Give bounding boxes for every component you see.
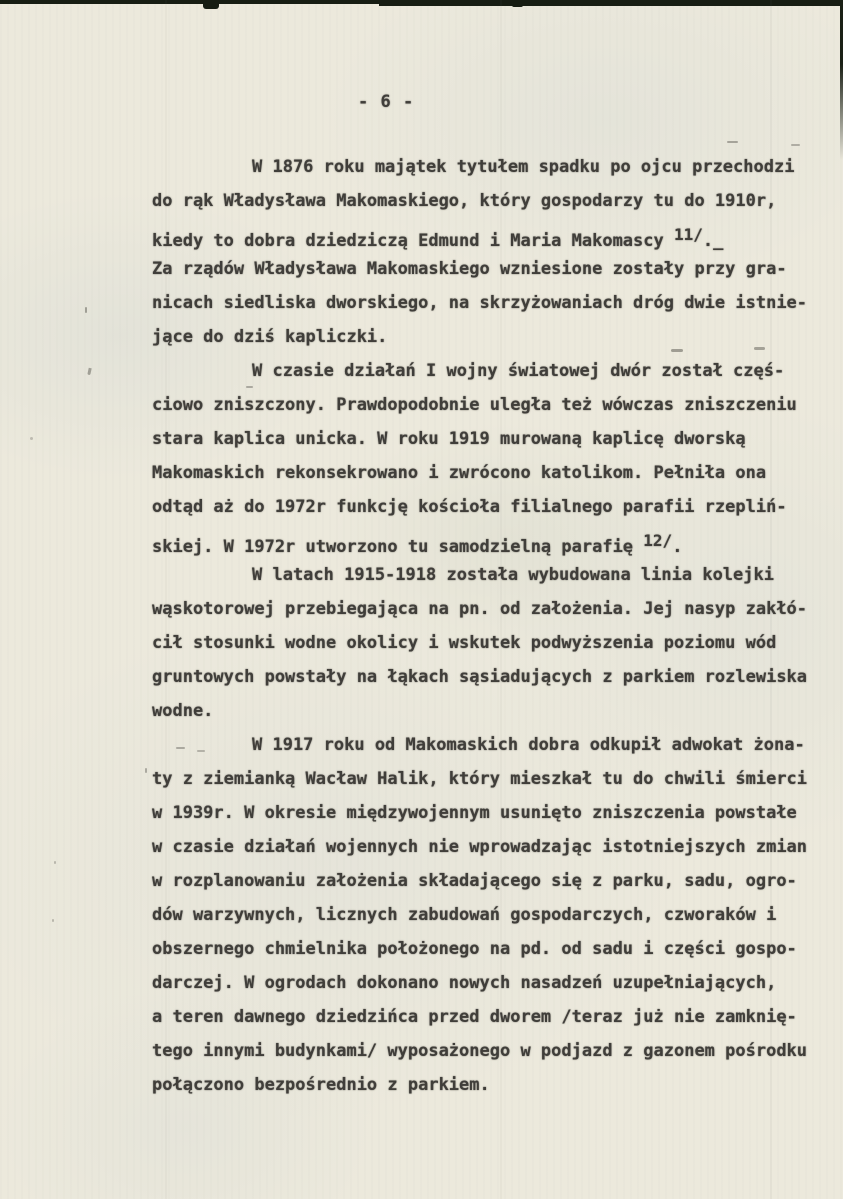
footnote-ref-11: 11/ <box>673 225 703 244</box>
stray-mark <box>197 750 205 752</box>
text-line: wodne. <box>152 701 214 721</box>
text-line: ciowo zniszczony. Prawdopodobnie uległa też wówczas zniszczeniu <box>152 395 797 415</box>
stray-mark <box>145 768 147 773</box>
text-line: darczej. W ogrodach dokonano nowych nasadzeń uzupełniających, <box>152 973 777 993</box>
text-line: w czasie działań wojennych nie wprowadzając istotniejszych zmian <box>152 837 808 857</box>
scan-edge-notch <box>512 0 523 7</box>
text-line: jące do dziś kapliczki. <box>152 327 388 347</box>
document-body <box>152 150 824 1102</box>
text-line: w rozplanowaniu założenia składającego się z parku, sadu, ogro- <box>152 871 797 891</box>
stray-mark <box>754 347 765 350</box>
stray-mark <box>791 144 800 146</box>
text-line <box>152 218 824 252</box>
text-segment: ._ <box>702 231 724 251</box>
stray-mark <box>246 386 253 388</box>
stray-mark <box>727 141 738 143</box>
text-line: odtąd aż do 1972r funkcję kościoła filialnego parafii rzepliń- <box>152 497 787 517</box>
text-line: tego innymi budynkami/ wyposażonego w podjazd z gazonem pośrodku <box>152 1041 808 1061</box>
text-segment: kiedy to dobra dziedziczą Edmund i Maria Makomascy <box>152 231 674 251</box>
text-line: W latach 1915-1918 została wybudowana linia kolejki <box>252 565 774 585</box>
text-line: Makomaskich rekonsekrowano i zwrócono katolikom. Pełniła ona <box>152 463 767 483</box>
stray-mark <box>54 861 56 864</box>
text-line: wąskotorowej przebiegająca na pn. od założenia. Jej nasyp zakłó- <box>152 599 808 619</box>
text-line: w 1939r. W okresie międzywojennym usunięto zniszczenia powstałe <box>152 803 797 823</box>
text-line: Za rządów Władysława Makomaskiego wzniesione zostały przy gra- <box>152 259 787 279</box>
scan-edge-notch <box>203 0 219 9</box>
text-line: W 1876 roku majątek tytułem spadku po ojcu przechodzi <box>252 157 795 177</box>
text-line: obszernego chmielnika położonego na pd. od sadu i części gospo- <box>152 939 797 959</box>
text-segment: skiej. W 1972r utworzono tu samodzielną parafię <box>152 537 644 557</box>
text-line: gruntowych powstały na łąkach sąsiadujących z parkiem rozlewiska <box>152 667 808 687</box>
stray-mark <box>52 919 54 922</box>
text-line: W czasie działań I wojny światowej dwór został częś- <box>252 361 785 381</box>
stray-mark <box>671 349 683 352</box>
stray-mark <box>30 437 33 440</box>
text-line: do rąk Władysława Makomaskiego, który gospodarzy tu do 1910r, <box>152 191 777 211</box>
text-line: a teren dawnego dziedzińca przed dworem /teraz już nie zamknię- <box>152 1007 797 1027</box>
text-line: połączono bezpośrednio z parkiem. <box>152 1075 490 1095</box>
stray-mark <box>85 307 87 313</box>
stray-mark <box>87 368 91 375</box>
text-line: stara kaplica unicka. W roku 1919 murowaną kaplicę dworską <box>152 429 746 449</box>
text-line: ty z ziemianką Wacław Halik, który mieszkał tu do chwili śmierci <box>152 769 808 789</box>
text-line: nicach siedliska dworskiego, na skrzyżowaniach dróg dwie istnie- <box>152 293 808 313</box>
text-line: cił stosunki wodne okolicy i wskutek podwyższenia poziomu wód <box>152 633 777 653</box>
scan-edge-top <box>0 0 843 4</box>
text-line: W 1917 roku od Makomaskich dobra odkupił adwokat żona- <box>252 735 805 755</box>
text-line <box>152 524 824 558</box>
text-segment: . <box>672 537 683 557</box>
text-line: dów warzywnych, licznych zabudowań gospodarczych, czworaków i <box>152 905 777 925</box>
page-number: - 6 - <box>358 92 415 112</box>
stray-mark <box>176 747 185 749</box>
footnote-ref-12: 12/ <box>643 531 673 550</box>
